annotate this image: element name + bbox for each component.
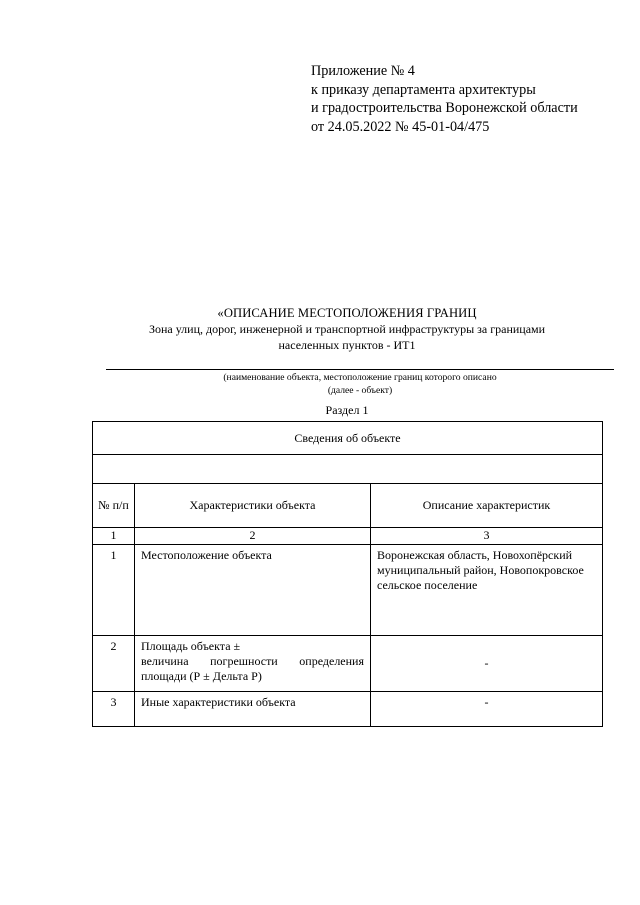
document-title	[92, 305, 602, 353]
appendix-header	[311, 62, 578, 136]
row-description: -	[371, 692, 603, 727]
table-index-row	[93, 528, 603, 545]
row-characteristic-line-1: Площадь объекта ±	[141, 639, 241, 653]
column-header-description: Описание характеристик	[371, 484, 603, 528]
column-header-number: № п/п	[93, 484, 135, 528]
row-number: 3	[93, 692, 135, 727]
caption-line-1: (наименование объекта, местоположение границ которого описано	[223, 372, 497, 383]
index-cell: 3	[371, 528, 603, 545]
table-column-headers	[93, 484, 603, 528]
table-empty-row	[93, 455, 603, 484]
title-underline	[106, 369, 614, 370]
section-label: Раздел 1	[325, 403, 369, 417]
appendix-order-ref: к приказу департамента архитектуры	[311, 81, 536, 98]
index-cell: 2	[135, 528, 371, 545]
row-description: Воронежская область, Новохопёрский муниципальный район, Новопокровское сельское поселение	[371, 545, 603, 636]
title-caption	[106, 371, 614, 397]
object-info-table	[92, 421, 603, 727]
caption-line-2: (далее - объект)	[327, 385, 393, 396]
appendix-department: и градостроительства Воронежской области	[311, 100, 578, 116]
row-characteristic-line-2: величина погрешности определения площади (Р ± Дельта Р)	[141, 654, 364, 683]
table-row	[93, 545, 603, 636]
appendix-number: Приложение № 4	[311, 63, 415, 79]
row-number: 2	[93, 636, 135, 692]
table-row	[93, 636, 603, 692]
table-row	[93, 692, 603, 727]
row-description: -	[371, 636, 603, 692]
title-main: «ОПИСАНИЕ МЕСТОПОЛОЖЕНИЯ ГРАНИЦ	[217, 306, 477, 320]
row-number: 1	[93, 545, 135, 636]
row-characteristic	[135, 636, 371, 692]
appendix-order-date: от 24.05.2022 № 45-01-04/475	[311, 118, 490, 135]
index-cell: 1	[93, 528, 135, 545]
table-heading: Сведения об объекте	[93, 422, 603, 455]
row-characteristic: Местоположение объекта	[135, 545, 371, 636]
title-zone-code: населенных пунктов - ИТ1	[278, 338, 416, 352]
column-header-characteristic: Характеристики объекта	[135, 484, 371, 528]
row-characteristic: Иные характеристики объекта	[135, 692, 371, 727]
title-zone: Зона улиц, дорог, инженерной и транспортной инфраструктуры за границами	[148, 322, 546, 336]
